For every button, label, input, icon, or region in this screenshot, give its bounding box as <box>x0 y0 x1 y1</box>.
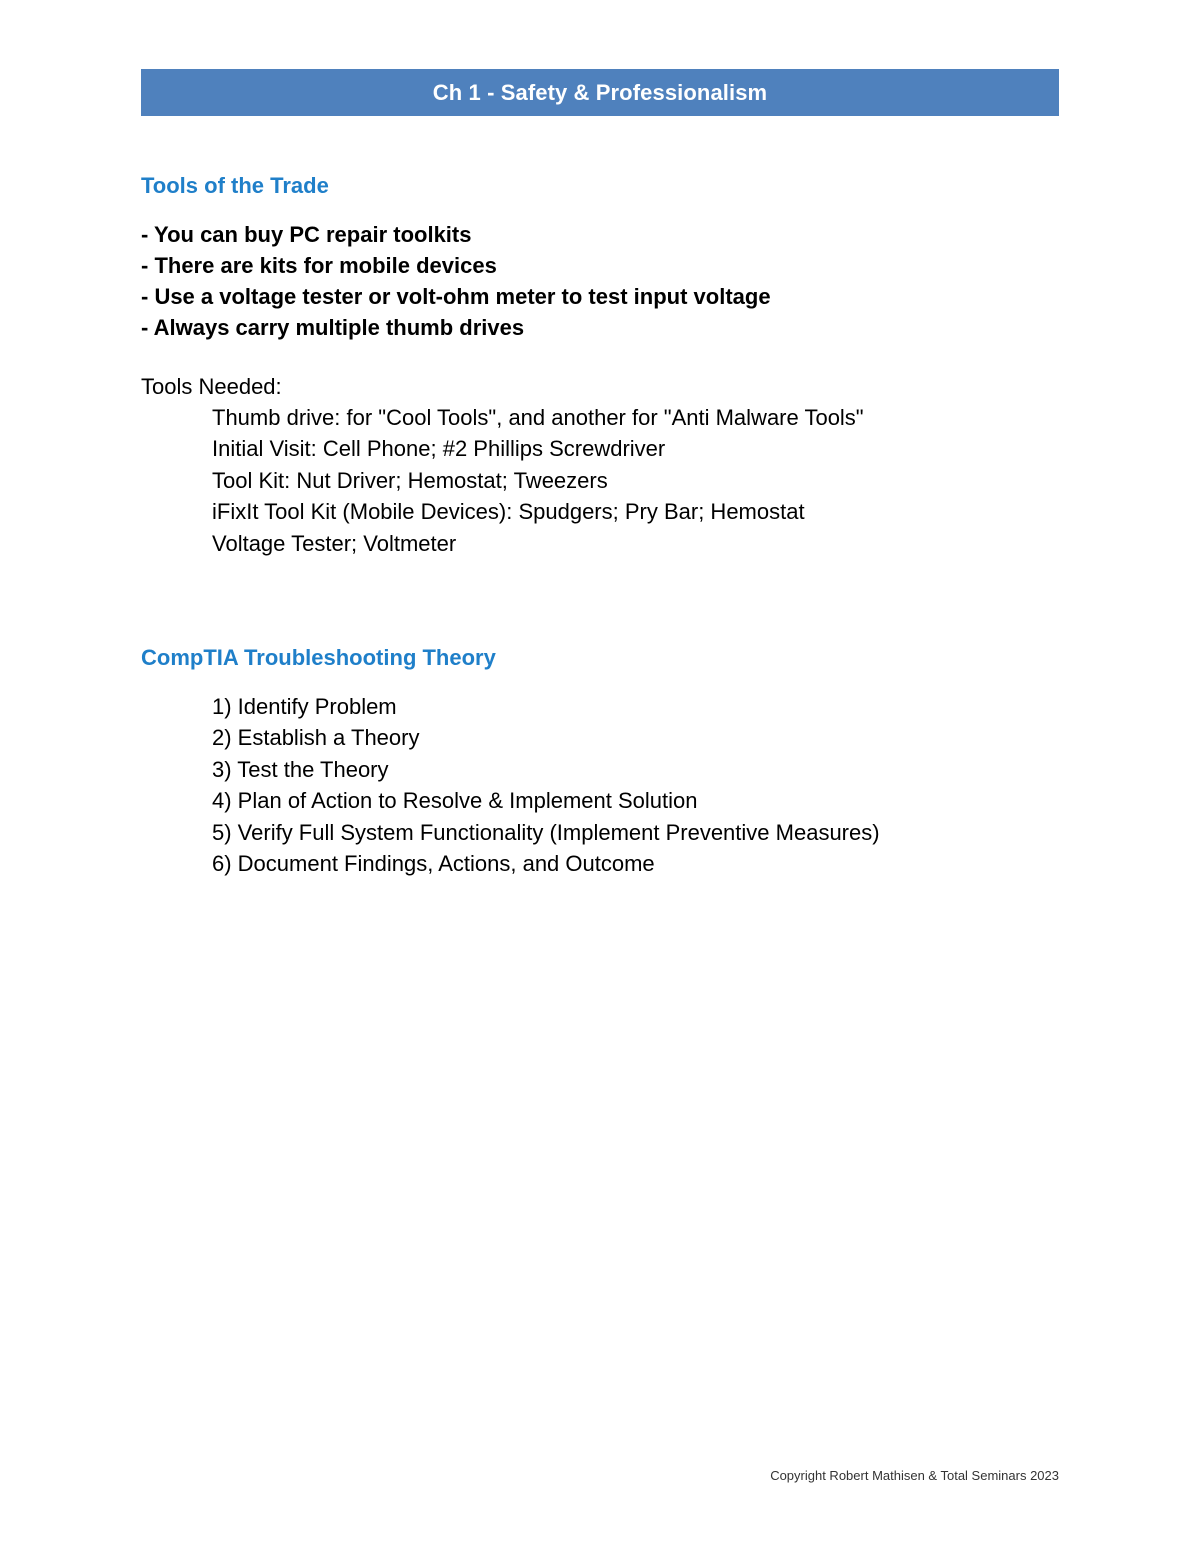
tools-needed-item: iFixIt Tool Kit (Mobile Devices): Spudgers; Pry Bar; Hemostat <box>212 499 805 525</box>
tools-bullet-item: - You can buy PC repair toolkits <box>141 222 472 247</box>
theory-steps-list <box>212 691 880 879</box>
tools-needed-item: Thumb drive: for "Cool Tools", and another for "Anti Malware Tools" <box>212 405 864 430</box>
tools-bullet-item: - Always carry multiple thumb drives <box>141 315 525 340</box>
copyright-notice: Copyright Robert Mathisen & Total Seminars 2023 <box>770 1468 1059 1483</box>
tools-bullet-item: - There are kits for mobile devices <box>141 253 497 278</box>
tools-needed-item: Voltage Tester; Voltmeter <box>212 530 457 556</box>
tools-needed-item: Tool Kit: Nut Driver; Hemostat; Tweezers <box>212 467 608 493</box>
tools-needed-item: Initial Visit: Cell Phone; #2 Phillips Screwdriver <box>212 436 666 462</box>
tools-bullet-item: - Use a voltage tester or volt-ohm meter to test input voltage <box>141 284 771 309</box>
theory-step-item: 6) Document Findings, Actions, and Outcome <box>212 850 655 876</box>
theory-heading: CompTIA Troubleshooting Theory <box>141 645 496 670</box>
theory-step-item: 4) Plan of Action to Resolve & Implement Solution <box>212 788 698 814</box>
tools-bullet-list <box>141 219 771 343</box>
chapter-title: Ch 1 - Safety & Professionalism <box>432 79 768 105</box>
theory-step-item: 3) Test the Theory <box>212 756 389 782</box>
tools-heading: Tools of the Trade <box>141 173 329 198</box>
theory-step-item: 1) Identify Problem <box>212 694 397 719</box>
theory-step-item: 5) Verify Full System Functionality (Implement Preventive Measures) <box>212 819 880 845</box>
theory-step-item: 2) Establish a Theory <box>212 725 420 751</box>
tools-needed-list <box>212 402 864 559</box>
chapter-title-bar <box>141 69 1059 116</box>
tools-needed-label: Tools Needed: <box>141 374 282 399</box>
